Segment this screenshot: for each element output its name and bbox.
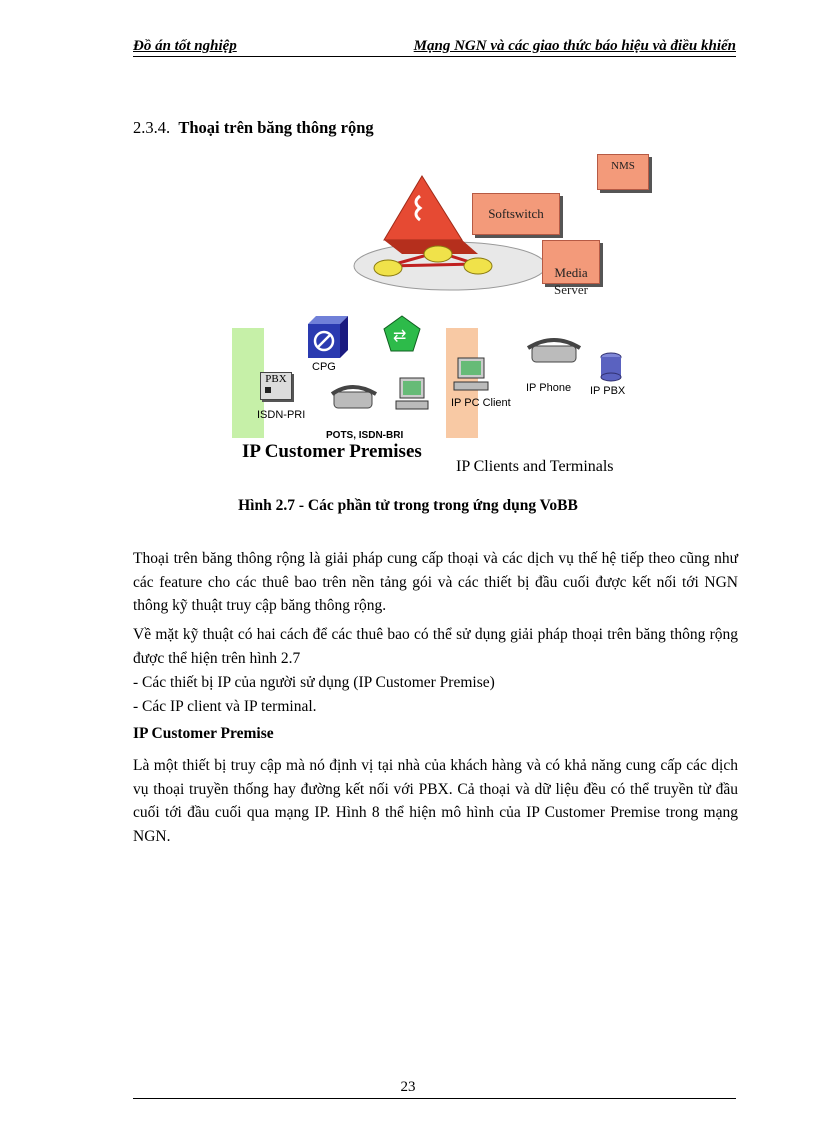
ip-pc-client-label: IP PC Client [451,397,511,409]
router-icon [374,260,402,276]
section-title: Thoại trên băng thông rộng [178,118,374,137]
cpg-label: CPG [312,361,336,373]
computer-icon [394,376,430,414]
router-icon [464,258,492,274]
pbx-box [260,372,292,400]
pots-label: POTS, ISDN-BRI [326,430,404,441]
ip-pbx-label: IP PBX [590,385,626,397]
ip-phone-label: IP Phone [526,382,572,394]
figure-vobb [0,0,816,490]
router-pentagon-icon [382,314,422,354]
nms-label: NMS [611,160,635,172]
page-number: 23 [400,1079,416,1095]
telephone-icon [330,382,378,412]
softswitch-label: Softswitch [488,206,544,221]
router-icon [424,246,452,262]
subheading: IP Customer Premise [133,725,274,742]
ip-customer-premises-label: IP Customer Premises [242,441,422,462]
header-left: Đồ án tốt nghiệp [133,38,237,54]
footer-rule [133,1098,736,1099]
media-server-box [542,240,600,297]
section-number: 2.3.4. [133,118,171,137]
paragraph-1: Thoại trên băng thông rộng là giải pháp cung cấp thoại và các dịch vụ thế hệ tiếp theo cũng như các feature cho các thuê bao trên nền tảng gói và các thiết bị đầu cuối được kết nối tới NGN thông kỹ thuật truy cập băng thông rộng. [133,550,738,614]
ip-pbx-icon [599,352,623,382]
paragraph-3: Là một thiết bị truy cập mà nó định vị tại nhà của khách hàng và có khả năng cung cấp các dịch vụ thoại truyền thống hay đường kết nối với PBX. Cả thoại và dữ liệu đều có thể truyền từ đầu cuối tới đầu cuối qua mạng IP. Hình 8 thể hiện mô hình của IP Customer Premise trong mạng NGN. [133,757,738,845]
header-right: Mạng NGN và các giao thức báo hiệu và điều khiển [413,38,736,54]
list-item-1: - Các thiết bị IP của người sử dụng (IP Customer Premise) [133,674,495,691]
softswitch-box [472,193,560,235]
isdn-pri-label: ISDN-PRI [257,409,306,421]
nms-box [597,154,649,190]
ip-pc-computer-icon [452,356,492,396]
list-item-2: - Các IP client và IP terminal. [133,698,317,715]
ip-clients-terminals-label: IP Clients and Terminals [456,458,614,475]
media-server-label: Media Server [554,265,588,297]
cpg-icon [304,314,352,360]
figure-caption: Hình 2.7 - Các phần tử trong trong ứng dụng VoBB [238,497,578,514]
pbx-label: PBX [265,373,287,385]
paragraph-2: Về mặt kỹ thuật có hai cách để các thuê bao có thể sử dụng giải pháp thoại trên băng thông rộng được thể hiện trên hình 2.7 [133,626,738,667]
softswitch-pyramid [384,176,462,240]
ip-phone-icon [526,334,582,366]
svg-text:⇄: ⇄ [393,328,407,345]
